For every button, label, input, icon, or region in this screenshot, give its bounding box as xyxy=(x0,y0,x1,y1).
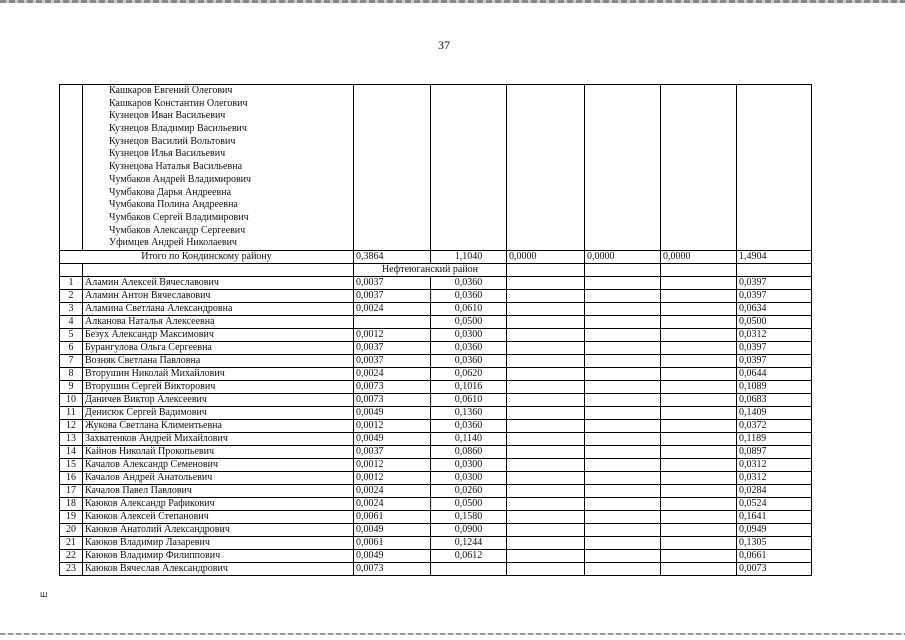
row-name: Качалов Александр Семенович xyxy=(83,458,354,471)
empty-cell xyxy=(507,315,585,328)
empty-cell xyxy=(661,445,737,458)
row-value-b: 0,0620 xyxy=(431,367,507,380)
empty-cell xyxy=(661,471,737,484)
table-row xyxy=(60,406,812,419)
empty-cell xyxy=(661,536,737,549)
row-number: 16 xyxy=(60,471,83,484)
empty-cell xyxy=(585,289,661,302)
empty-cell xyxy=(507,484,585,497)
row-value-a: 0,0073 xyxy=(354,562,431,575)
row-number: 11 xyxy=(60,406,83,419)
empty-cell xyxy=(585,302,661,315)
row-value-b: 0,0360 xyxy=(431,354,507,367)
row-value-b: 0,0500 xyxy=(431,315,507,328)
row-total: 0,0397 xyxy=(737,289,812,302)
row-name: Каюков Александр Рафикович xyxy=(83,497,354,510)
row-value-b: 0,0610 xyxy=(431,393,507,406)
row-total: 0,0312 xyxy=(737,328,812,341)
row-total: 0,0372 xyxy=(737,419,812,432)
table-row xyxy=(60,497,812,510)
row-value-b: 0,0300 xyxy=(431,328,507,341)
total-value: 1,1040 xyxy=(431,250,507,263)
empty-cell xyxy=(661,484,737,497)
empty-cell xyxy=(585,445,661,458)
empty-cell xyxy=(507,289,585,302)
table-row xyxy=(60,549,812,562)
footer-mark: Ш xyxy=(40,591,48,599)
row-value-b: 0,0900 xyxy=(431,523,507,536)
empty-cell xyxy=(431,85,507,251)
row-name: Вторушин Сергей Викторович xyxy=(83,380,354,393)
row-value-b: 0,1016 xyxy=(431,380,507,393)
empty-cell xyxy=(507,354,585,367)
row-total: 0,0073 xyxy=(737,562,812,575)
empty-cell xyxy=(661,276,737,289)
row-name: Возняк Светлана Павловна xyxy=(83,354,354,367)
row-value-a: 0,0049 xyxy=(354,523,431,536)
total-row xyxy=(60,250,812,263)
empty-cell xyxy=(661,419,737,432)
row-value-a: 0,0073 xyxy=(354,380,431,393)
row-name: Вторушин Николай Михайлович xyxy=(83,367,354,380)
scan-bottom-edge xyxy=(0,633,905,635)
row-name: Денисюк Сергей Вадимович xyxy=(83,406,354,419)
row-name: Захватенков Андрей Михайлович xyxy=(83,432,354,445)
row-value-a: 0,0024 xyxy=(354,302,431,315)
row-name: Качалов Андрей Анатольевич xyxy=(83,471,354,484)
empty-cell xyxy=(661,263,737,276)
empty-cell xyxy=(737,263,812,276)
empty-cell xyxy=(661,458,737,471)
row-number: 1 xyxy=(60,276,83,289)
empty-cell xyxy=(585,406,661,419)
empty-cell xyxy=(585,497,661,510)
row-total: 0,0397 xyxy=(737,354,812,367)
empty-cell xyxy=(585,367,661,380)
empty-cell xyxy=(661,367,737,380)
empty-cell xyxy=(661,523,737,536)
empty-cell xyxy=(507,510,585,523)
total-label: Итого по Кондинскому району xyxy=(60,250,354,263)
empty-cell xyxy=(661,302,737,315)
row-name: Каюков Анатолий Александрович xyxy=(83,523,354,536)
row-value-b: 0,0260 xyxy=(431,484,507,497)
continued-name: Чумбаков Александр Сергеевич xyxy=(109,224,246,236)
row-number: 20 xyxy=(60,523,83,536)
row-value-a: 0,0037 xyxy=(354,354,431,367)
row-name: Каюков Алексей Степанович xyxy=(83,510,354,523)
empty-cell xyxy=(585,562,661,575)
row-value-b xyxy=(431,562,507,575)
empty-cell xyxy=(507,432,585,445)
empty-cell xyxy=(585,419,661,432)
row-value-a: 0,0012 xyxy=(354,328,431,341)
row-value-b: 0,0300 xyxy=(431,471,507,484)
section-title: Нефтеюганский район xyxy=(354,263,507,276)
empty-cell xyxy=(585,523,661,536)
row-total: 0,1089 xyxy=(737,380,812,393)
row-number: 4 xyxy=(60,315,83,328)
empty-cell xyxy=(737,85,812,251)
empty-cell xyxy=(507,497,585,510)
row-number: 8 xyxy=(60,367,83,380)
total-value: 0,3864 xyxy=(354,250,431,263)
empty-cell xyxy=(507,276,585,289)
empty-cell xyxy=(507,85,585,251)
row-total: 0,0661 xyxy=(737,549,812,562)
empty-cell xyxy=(585,276,661,289)
continued-name: Кузнецов Владимир Васильевич xyxy=(109,123,247,135)
row-number: 23 xyxy=(60,562,83,575)
empty-cell xyxy=(661,328,737,341)
row-number: 22 xyxy=(60,549,83,562)
row-name: Каюков Владимир Лазаревич xyxy=(83,536,354,549)
continued-name: Кузнецов Иван Васильевич xyxy=(109,110,226,122)
continued-num-cell xyxy=(60,85,83,251)
row-number: 19 xyxy=(60,510,83,523)
row-value-a: 0,0024 xyxy=(354,484,431,497)
row-name: Аламина Светлана Александровна xyxy=(83,302,354,315)
empty-cell xyxy=(585,536,661,549)
row-value-a: 0,0012 xyxy=(354,471,431,484)
row-name: Даничев Виктор Алексеевич xyxy=(83,393,354,406)
empty-cell xyxy=(585,354,661,367)
row-name: Алканова Наталья Алексеевна xyxy=(83,315,354,328)
empty-cell xyxy=(585,484,661,497)
empty-cell xyxy=(661,393,737,406)
empty-cell xyxy=(507,263,585,276)
empty-cell xyxy=(507,341,585,354)
table-row xyxy=(60,289,812,302)
row-value-b: 0,1360 xyxy=(431,406,507,419)
row-value-b: 0,1244 xyxy=(431,536,507,549)
row-value-a: 0,0024 xyxy=(354,367,431,380)
row-number: 7 xyxy=(60,354,83,367)
row-value-b: 0,0612 xyxy=(431,549,507,562)
total-value: 0,0000 xyxy=(585,250,661,263)
table-row xyxy=(60,354,812,367)
row-number: 10 xyxy=(60,393,83,406)
row-name: Каюков Владимир Филиппович xyxy=(83,549,354,562)
row-value-a: 0,0012 xyxy=(354,419,431,432)
empty-cell xyxy=(507,380,585,393)
row-total: 0,1641 xyxy=(737,510,812,523)
section-header-row xyxy=(60,263,812,276)
empty-cell xyxy=(585,471,661,484)
row-number: 3 xyxy=(60,302,83,315)
continued-name: Кашкаров Константин Олегович xyxy=(109,97,248,109)
empty-cell xyxy=(507,419,585,432)
row-value-a: 0,0024 xyxy=(354,497,431,510)
continued-names-row xyxy=(60,85,812,251)
continued-name: Кашкаров Евгений Олегович xyxy=(109,85,233,96)
row-total: 0,0524 xyxy=(737,497,812,510)
page-number: 37 xyxy=(438,38,450,52)
table-row xyxy=(60,302,812,315)
empty-cell xyxy=(507,523,585,536)
empty-cell xyxy=(507,406,585,419)
row-value-a: 0,0012 xyxy=(354,458,431,471)
empty-cell xyxy=(661,315,737,328)
row-name: Каюков Вячеслав Александрович xyxy=(83,562,354,575)
total-value: 0,0000 xyxy=(507,250,585,263)
row-value-b: 0,0360 xyxy=(431,419,507,432)
empty-cell xyxy=(661,354,737,367)
empty-cell xyxy=(661,510,737,523)
empty-cell xyxy=(661,341,737,354)
table-row xyxy=(60,562,812,575)
empty-cell xyxy=(661,85,737,251)
row-value-b: 0,1140 xyxy=(431,432,507,445)
empty-cell xyxy=(661,380,737,393)
row-value-a xyxy=(354,315,431,328)
row-number: 13 xyxy=(60,432,83,445)
table-row xyxy=(60,458,812,471)
continued-name: Кузнецова Наталья Васильевна xyxy=(109,161,243,173)
row-total: 0,0634 xyxy=(737,302,812,315)
row-number: 9 xyxy=(60,380,83,393)
empty-cell xyxy=(661,549,737,562)
row-total: 0,1189 xyxy=(737,432,812,445)
row-name: Аламин Алексей Вячеславович xyxy=(83,276,354,289)
row-value-a: 0,0037 xyxy=(354,276,431,289)
payments-table xyxy=(59,84,812,576)
row-total: 0,1409 xyxy=(737,406,812,419)
row-value-a: 0,0049 xyxy=(354,406,431,419)
table-body xyxy=(60,85,812,576)
table-row xyxy=(60,393,812,406)
row-total: 0,0644 xyxy=(737,367,812,380)
row-name: Бурангулова Ольга Сергеевна xyxy=(83,341,354,354)
row-value-a: 0,0049 xyxy=(354,549,431,562)
row-value-b: 0,0360 xyxy=(431,276,507,289)
empty-cell xyxy=(60,263,83,276)
continued-name: Кузнецов Василий Вольтович xyxy=(109,135,236,147)
table-row xyxy=(60,536,812,549)
row-number: 17 xyxy=(60,484,83,497)
empty-cell xyxy=(661,406,737,419)
row-number: 5 xyxy=(60,328,83,341)
empty-cell xyxy=(507,458,585,471)
row-value-b: 0,1580 xyxy=(431,510,507,523)
table-row xyxy=(60,484,812,497)
table-row xyxy=(60,315,812,328)
continued-name: Чумбакова Полина Андреевна xyxy=(109,199,238,211)
table-row xyxy=(60,432,812,445)
table-row xyxy=(60,523,812,536)
empty-cell xyxy=(507,393,585,406)
empty-cell xyxy=(585,432,661,445)
total-value: 1,4904 xyxy=(737,250,812,263)
empty-cell xyxy=(585,85,661,251)
row-name: Кайнов Николай Прокопьевич xyxy=(83,445,354,458)
empty-cell xyxy=(507,367,585,380)
row-value-a: 0,0049 xyxy=(354,432,431,445)
row-value-b: 0,0300 xyxy=(431,458,507,471)
continued-names-cell xyxy=(83,85,354,251)
row-value-a: 0,0037 xyxy=(354,445,431,458)
empty-cell xyxy=(507,302,585,315)
table-row xyxy=(60,367,812,380)
total-value: 0,0000 xyxy=(661,250,737,263)
continued-name: Чумбакова Дарья Андреевна xyxy=(109,186,232,198)
row-value-b: 0,0860 xyxy=(431,445,507,458)
row-number: 6 xyxy=(60,341,83,354)
empty-cell xyxy=(585,380,661,393)
row-total: 0,0500 xyxy=(737,315,812,328)
table-row xyxy=(60,471,812,484)
row-number: 14 xyxy=(60,445,83,458)
empty-cell xyxy=(585,458,661,471)
row-total: 0,0397 xyxy=(737,276,812,289)
empty-cell xyxy=(507,471,585,484)
row-value-a: 0,0073 xyxy=(354,393,431,406)
row-value-a: 0,0037 xyxy=(354,289,431,302)
row-name: Аламин Антон Вячеславович xyxy=(83,289,354,302)
continued-name: Чумбаков Андрей Владимирович xyxy=(109,173,252,185)
empty-cell xyxy=(585,549,661,562)
row-total: 0,0949 xyxy=(737,523,812,536)
table-row xyxy=(60,510,812,523)
row-number: 2 xyxy=(60,289,83,302)
continued-name: Чумбаков Сергей Владимирович xyxy=(109,211,249,223)
row-total: 0,0683 xyxy=(737,393,812,406)
row-value-b: 0,0360 xyxy=(431,289,507,302)
empty-cell xyxy=(585,393,661,406)
row-number: 21 xyxy=(60,536,83,549)
row-value-b: 0,0610 xyxy=(431,302,507,315)
row-value-a: 0,0037 xyxy=(354,341,431,354)
empty-cell xyxy=(585,315,661,328)
empty-cell xyxy=(661,289,737,302)
row-total: 0,0312 xyxy=(737,458,812,471)
empty-cell xyxy=(661,497,737,510)
empty-cell xyxy=(585,263,661,276)
table-row xyxy=(60,419,812,432)
scan-top-edge xyxy=(0,0,905,3)
row-name: Безух Александр Максимович xyxy=(83,328,354,341)
table-row xyxy=(60,341,812,354)
empty-cell xyxy=(585,510,661,523)
row-total: 0,0312 xyxy=(737,471,812,484)
table-row xyxy=(60,276,812,289)
row-value-a: 0,0061 xyxy=(354,536,431,549)
empty-cell xyxy=(507,549,585,562)
empty-cell xyxy=(585,341,661,354)
empty-cell xyxy=(661,562,737,575)
empty-cell xyxy=(507,328,585,341)
row-number: 15 xyxy=(60,458,83,471)
empty-cell xyxy=(354,85,431,251)
row-value-b: 0,0500 xyxy=(431,497,507,510)
row-name: Жукова Светлана Климентьевна xyxy=(83,419,354,432)
row-value-b: 0,0360 xyxy=(431,341,507,354)
row-total: 0,0284 xyxy=(737,484,812,497)
row-name: Качалов Павел Павлович xyxy=(83,484,354,497)
empty-cell xyxy=(507,536,585,549)
table-row xyxy=(60,328,812,341)
row-number: 12 xyxy=(60,419,83,432)
row-value-a: 0,0061 xyxy=(354,510,431,523)
continued-name: Уфимцев Андрей Николаевич xyxy=(109,237,237,249)
row-total: 0,0897 xyxy=(737,445,812,458)
empty-cell xyxy=(507,562,585,575)
table-row xyxy=(60,445,812,458)
continued-name: Кузнецов Илья Васильевич xyxy=(109,148,226,160)
row-total: 0,0397 xyxy=(737,341,812,354)
empty-cell xyxy=(507,445,585,458)
empty-cell xyxy=(585,328,661,341)
row-number: 18 xyxy=(60,497,83,510)
empty-cell xyxy=(661,432,737,445)
table-row xyxy=(60,380,812,393)
row-total: 0,1305 xyxy=(737,536,812,549)
empty-cell xyxy=(83,263,354,276)
